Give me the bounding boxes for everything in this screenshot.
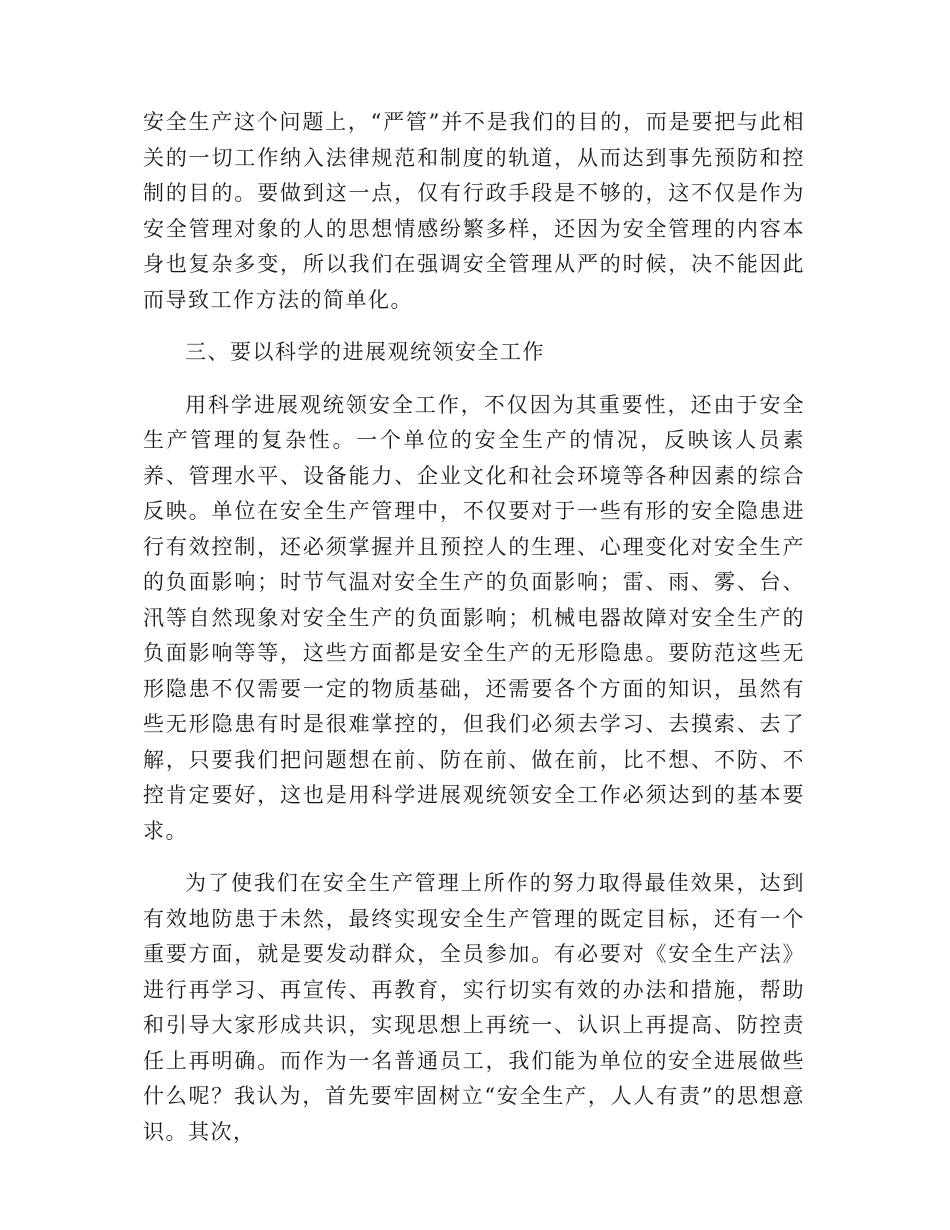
paragraph-science-development: 用科学进展观统领安全工作，不仅因为其重要性，还由于安全生产管理的复杂性。一个单位的安全生产的情况，反映该人员素养、管理水平、设备能力、企业文化和社会环境等各种因素的综合反映。单位在安全生产管理中，不仅要对于一些有形的安全隐患进行有效控制，还必须掌握并且预控人的生理、心理变化对安全生产的负面影响；时节气温对安全生产的负面影响；雷、雨、雾、台、汛等自然现象对安全生产的负面影响；机械电器故障对安全生产的负面影响等等，这些方面都是安全生产的无形隐患。要防范这些无形隐患不仅需要一定的物质基础，还需要各个方面的知识，虽然有些无形隐患有时是很难掌控的，但我们必须去学习、去摸索、去了解，只要我们把问题想在前、防在前、做在前，比不想、不防、不控肯定要好，这也是用科学进展观统领安全工作必须达到的基本要求。 xyxy=(143,392,805,843)
paragraph-continuation: 安全生产这个问题上，“严管”并不是我们的目的，而是要把与此相关的一切工作纳入法律规范和制度的轨道，从而达到事先预防和控制的目的。要做到这一点，仅有行政手段是不够的，这不仅是作为安全管理对象的人的思想情感纷繁多样，还因为安全管理的内容本身也复杂多变，所以我们在强调安全管理从严的时候，决不能因此而导致工作方法的简单化。 xyxy=(143,110,805,312)
paragraph-mass-participation: 为了使我们在安全生产管理上所作的努力取得最佳效果，达到有效地防患于未然，最终实现安全生产管理的既定目标，还有一个重要方面，就是要发动群众，全员参加。有必要对《安全生产法》进行再学习、再宣传、再教育，实行切实有效的办法和措施，帮助和引导大家形成共识，实现思想上再统一、认识上再提高、防控责任上再明确。而作为一名普通员工，我们能为单位的安全进展做些什么呢？我认为，首先要牢固树立“安全生产，人人有责”的思想意识。其次， xyxy=(143,871,805,1144)
section-heading: 三、要以科学的进展观统领安全工作 xyxy=(185,340,545,364)
document-body xyxy=(143,105,805,1150)
